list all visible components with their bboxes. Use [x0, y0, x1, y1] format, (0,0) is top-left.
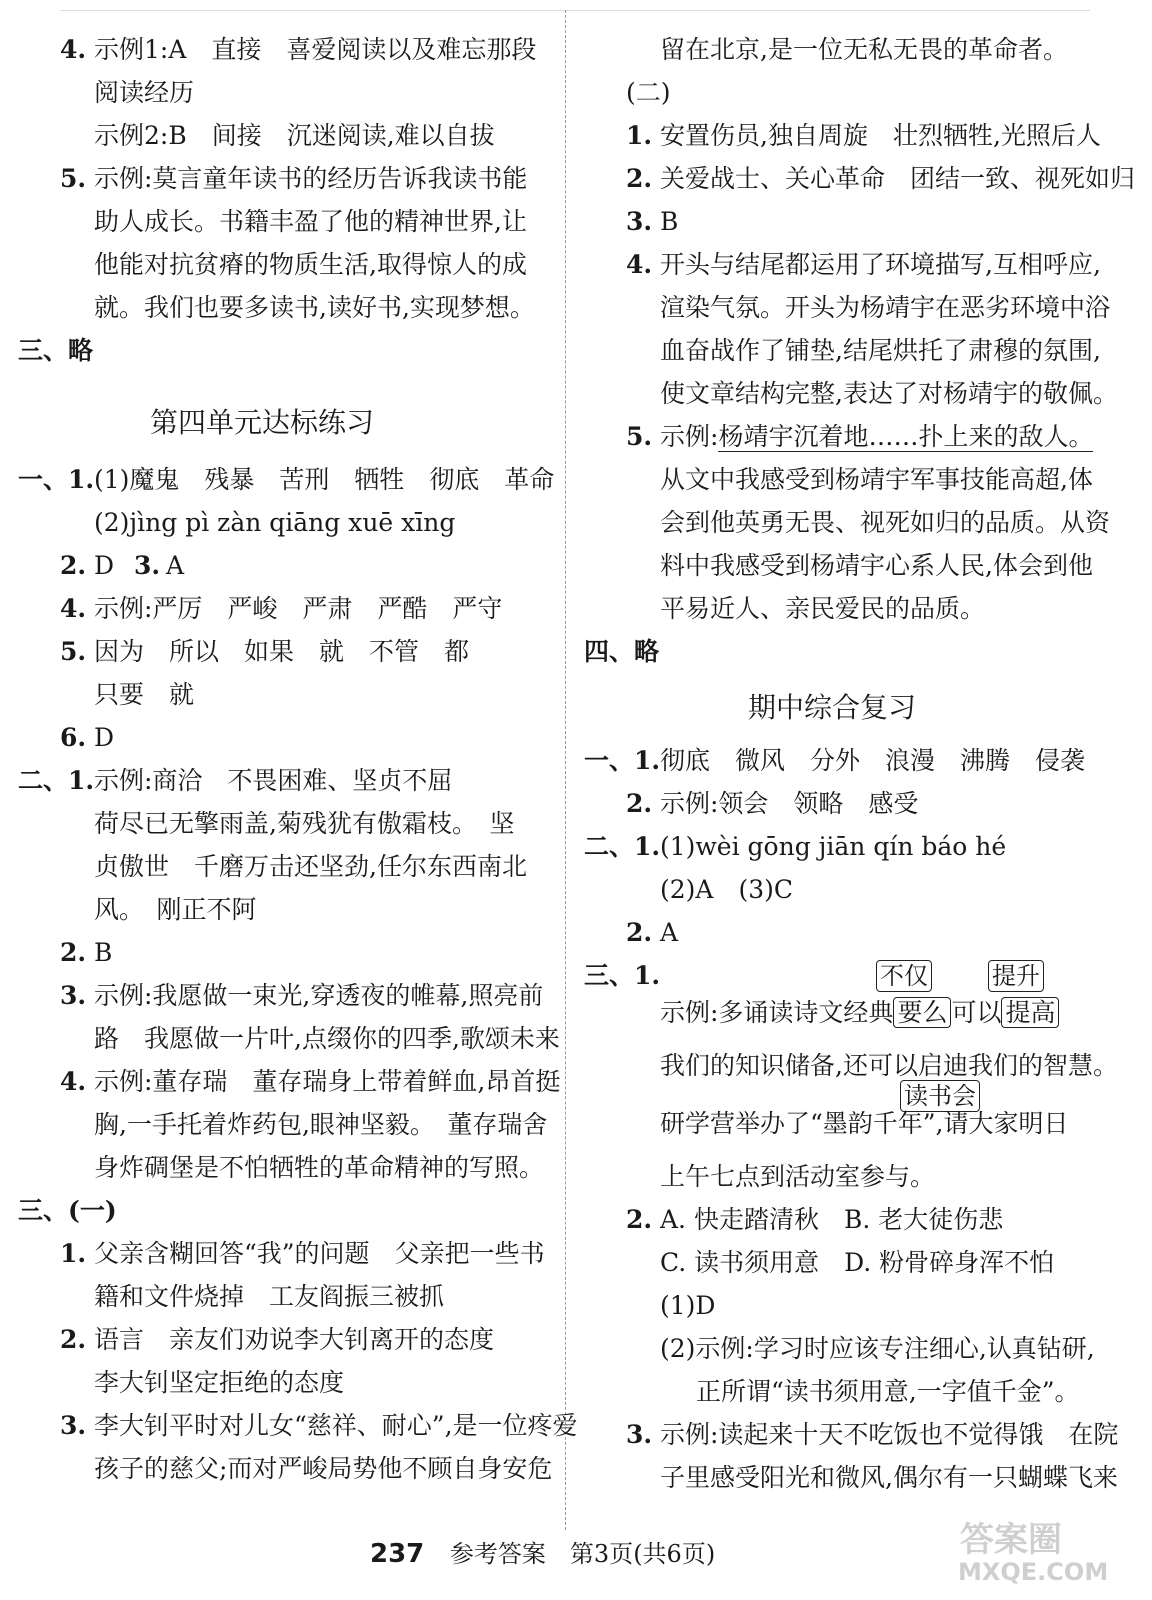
- top-rule: [60, 10, 1090, 11]
- answer-line: 胸,一手托着炸药包,眼神坚毅。 董存瑞舍: [94, 1110, 548, 1139]
- section-heading: (二): [626, 78, 671, 107]
- answer-line: 助人成长。书籍丰盈了他的精神世界,让: [94, 207, 527, 236]
- item-number: 1.: [60, 1239, 87, 1268]
- pinyin-line: (2)jìng pì zàn qiāng xuē xīng: [94, 508, 456, 537]
- item-number: 二、1.: [18, 766, 95, 795]
- unit-title: 第四单元达标练习: [150, 406, 375, 439]
- sentence-part: 示例:多诵读诗文经典: [660, 998, 894, 1027]
- answer-line: 贞傲世 千磨万击还坚劲,任尔东西南北: [94, 852, 527, 881]
- marked-word: 提高: [1001, 997, 1059, 1028]
- item-number: 5.: [60, 164, 87, 193]
- answer-line: C. 读书须用意 D. 粉骨碎身浑不怕: [660, 1248, 1055, 1277]
- correction-insert: 读书会: [900, 1080, 980, 1112]
- marked-word: 要么: [893, 997, 951, 1028]
- item-number: 3.: [60, 981, 87, 1010]
- item-number: 2.: [60, 938, 87, 967]
- answer-line: 会到他英勇无畏、视死如归的品质。从资: [660, 508, 1111, 537]
- item-number: 2.: [626, 789, 653, 818]
- underlined-quote: 杨靖宇沉着地……扑上来的敌人。: [718, 422, 1094, 451]
- answer-line: A: [660, 918, 679, 947]
- answer-line: 开头与结尾都运用了环境描写,互相呼应,: [660, 250, 1101, 279]
- correction-insert: 不仅: [876, 960, 932, 992]
- answer-line: 路 我愿做一片叶,点缀你的四季,歌颂未来: [94, 1024, 560, 1053]
- answer-line: 孩子的慈父;而对严峻局势他不顾自身安危: [94, 1454, 553, 1483]
- item-number: 3.: [626, 207, 653, 236]
- item-number: 4.: [60, 594, 87, 623]
- answer-line: 料中我感受到杨靖宇心系人民,体会到他: [660, 551, 1093, 580]
- answer-line: B: [660, 207, 679, 236]
- answer-line: 示例:读起来十天不吃饭也不觉得饿 在院: [660, 1420, 1119, 1449]
- item-number: 4.: [60, 1067, 87, 1096]
- answer-line: 他能对抗贫瘠的物质生活,取得惊人的成: [94, 250, 527, 279]
- answer-line: 示例:莫言童年读书的经历告诉我读书能: [94, 164, 528, 193]
- answer-line: 关爱战士、关心革命 团结一致、视死如归: [660, 164, 1136, 193]
- answer-line: 使文章结构完整,表达了对杨靖宇的敬佩。: [660, 379, 1118, 408]
- item-number: 4.: [626, 250, 653, 279]
- item-number: 5.: [626, 422, 653, 451]
- answer-line: 渲染气氛。开头为杨靖宇在恶劣环境中浴: [660, 293, 1111, 322]
- item-number: 三、1.: [584, 961, 661, 990]
- answer-line: 示例:商洽 不畏困难、坚贞不屈: [94, 766, 453, 795]
- answer-line: 李大钊平时对儿女“慈祥、耐心”,是一位疼爱: [94, 1411, 578, 1440]
- answer-line: 示例1:A 直接 喜爱阅读以及难忘那段: [94, 35, 537, 64]
- item-number: 一、1.: [18, 465, 95, 494]
- answer-line: 父亲含糊回答“我”的问题 父亲把一些书: [94, 1239, 545, 1268]
- footer-label: 参考答案 第3页(共6页): [449, 1540, 716, 1568]
- watermark-logo: 答案圈: [960, 1520, 1062, 1560]
- answer-line: 因为 所以 如果 就 不管 都: [94, 637, 470, 666]
- answer-line: 示例:董存瑞 董存瑞身上带着鲜血,昂首挺: [94, 1067, 561, 1096]
- answer-line: 语言 亲友们劝说李大钊离开的态度: [94, 1325, 495, 1354]
- item-number: 2.: [626, 164, 653, 193]
- item-number: 2.: [60, 551, 87, 580]
- answer-line: [660, 997, 1059, 1029]
- section-heading: 三、略: [18, 336, 94, 365]
- answer-line: 彻底 微风 分外 浪漫 沸腾 侵袭: [660, 746, 1086, 775]
- item-number: 5.: [60, 637, 87, 666]
- answer-line: 血奋战作了铺垫,结尾烘托了肃穆的氛围,: [660, 336, 1101, 365]
- item-number: 一、1.: [584, 746, 661, 775]
- answer-line: D: [94, 551, 115, 580]
- answer-line: [660, 421, 1093, 453]
- answer-line: 正所谓“读书须用意,一字值千金”。: [696, 1377, 1080, 1406]
- answer-line: 身炸碉堡是不怕牺牲的革命精神的写照。: [94, 1153, 545, 1182]
- answer-line: 留在北京,是一位无私无畏的革命者。: [660, 35, 1068, 64]
- answer-line: A. 快走踏清秋 B. 老大徒伤悲: [660, 1205, 1004, 1234]
- answer-line: 示例2:B 间接 沉迷阅读,难以自拔: [94, 121, 495, 150]
- item-number: 3.: [626, 1420, 653, 1449]
- answer-line: B: [94, 938, 113, 967]
- example-prefix: 示例:: [660, 422, 719, 451]
- item-number: 6.: [60, 723, 87, 752]
- answer-line: 籍和文件烧掉 工友阎振三被抓: [94, 1282, 445, 1311]
- answer-line: (1)D: [660, 1291, 716, 1320]
- answer-line: (2)示例:学习时应该专注细心,认真钻研,: [660, 1334, 1095, 1363]
- answer-line: 只要 就: [94, 680, 195, 709]
- answer-line: 示例:我愿做一束光,穿透夜的帷幕,照亮前: [94, 981, 544, 1010]
- answer-line: 阅读经历: [94, 78, 195, 107]
- item-number: 1.: [626, 121, 653, 150]
- item-number: 4.: [60, 35, 87, 64]
- correction-insert: 提升: [988, 960, 1044, 992]
- answer-line: 示例:严厉 严峻 严肃 严酷 严守: [94, 594, 503, 623]
- item-number: 2.: [626, 918, 653, 947]
- item-number: 2.: [626, 1205, 653, 1234]
- answer-line: 上午七点到活动室参与。: [660, 1162, 936, 1191]
- unit-title: 期中综合复习: [748, 691, 917, 724]
- page-number: 237: [370, 1539, 425, 1569]
- answer-line: 安置伤员,独自周旋 壮烈牺牲,光照后人: [660, 121, 1101, 150]
- answer-line: 从文中我感受到杨靖宇军事技能高超,体: [660, 465, 1093, 494]
- answer-line: 就。我们也要多读书,读好书,实现梦想。: [94, 293, 535, 322]
- answer-line: 风。 刚正不阿: [94, 895, 257, 924]
- item-number: 3.: [134, 551, 161, 580]
- answer-line: 子里感受阳光和微风,偶尔有一只蝴蝶飞来: [660, 1463, 1118, 1492]
- item-number: 二、1.: [584, 832, 661, 861]
- footer: [370, 1538, 715, 1570]
- answer-line: (1)魔鬼 残暴 苦刑 牺牲 彻底 革命: [94, 465, 555, 494]
- section-heading: 四、略: [584, 637, 660, 666]
- answer-line: 荷尽已无擎雨盖,菊残犹有傲霜枝。 坚: [94, 809, 515, 838]
- watermark-site: MXQE.COM: [958, 1558, 1109, 1586]
- pinyin-line: (1)wèi gōng jiān qín báo hé: [660, 832, 1007, 861]
- answer-line: 研学营举办了“墨韵千年”,请大家明日: [660, 1109, 1069, 1138]
- answer-line: 李大钊坚定拒绝的态度: [94, 1368, 345, 1397]
- sentence-part: 可以: [951, 998, 1002, 1027]
- section-heading: 三、(一): [18, 1196, 117, 1225]
- item-number: 2.: [60, 1325, 87, 1354]
- answer-line: (2)A (3)C: [660, 875, 794, 904]
- answer-line: 我们的知识储备,还可以启迪我们的智慧。: [660, 1051, 1118, 1080]
- answer-line: A: [166, 551, 185, 580]
- answer-line: 平易近人、亲民爱民的品质。: [660, 594, 986, 623]
- item-number: 3.: [60, 1411, 87, 1440]
- answer-line: D: [94, 723, 115, 752]
- answer-line: 示例:领会 领略 感受: [660, 789, 919, 818]
- column-divider: [565, 10, 566, 1530]
